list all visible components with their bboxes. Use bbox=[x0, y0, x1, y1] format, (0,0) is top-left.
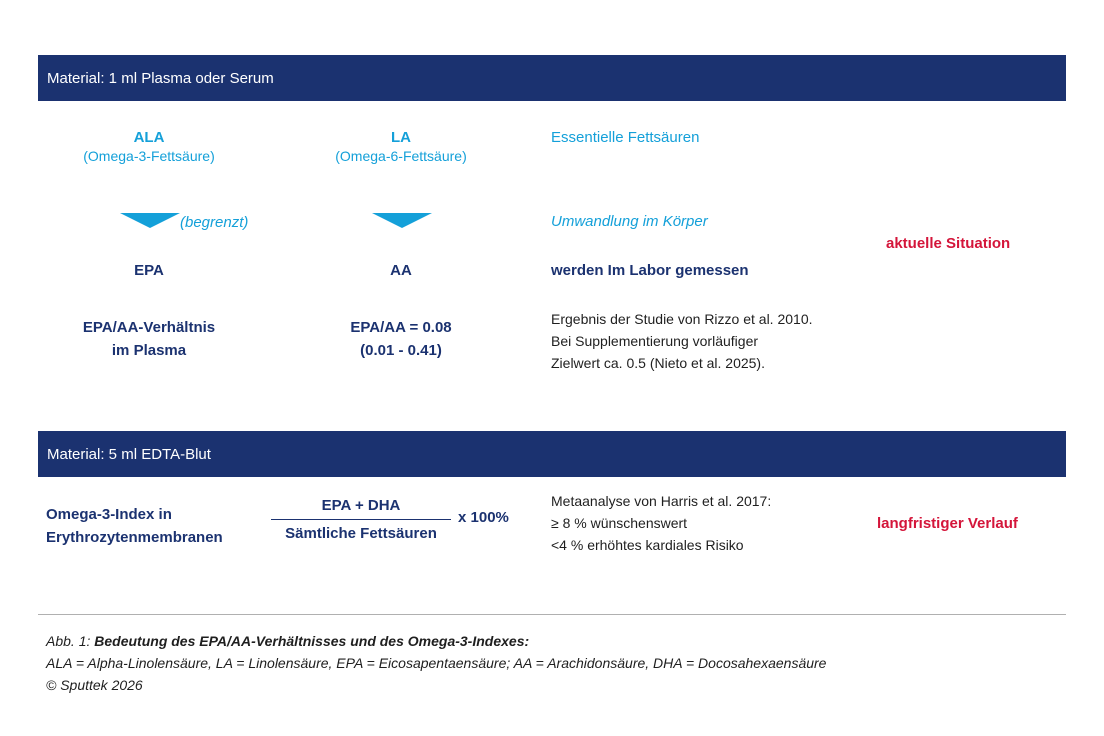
material-header-edta bbox=[38, 431, 1066, 477]
current-situation-label: aktuelle Situation bbox=[886, 235, 1011, 252]
omega3-index-line2: Erythrozytenmembranen bbox=[46, 529, 223, 546]
meta-analysis-text bbox=[551, 490, 771, 556]
fraction-numerator: EPA + DHA bbox=[321, 497, 401, 514]
figure-caption bbox=[46, 630, 826, 696]
limited-note: (begrenzt) bbox=[180, 214, 249, 231]
study-result-line: Bei Supplementierung vorläufiger bbox=[551, 333, 759, 349]
caption-title-line bbox=[46, 630, 826, 652]
ala-subtitle: (Omega-3-Fettsäure) bbox=[83, 148, 215, 164]
down-arrow-icon bbox=[120, 213, 180, 229]
conversion-label: Umwandlung im Körper bbox=[551, 213, 708, 230]
material-header-plasma bbox=[38, 55, 1066, 101]
ratio-label-line2: im Plasma bbox=[111, 342, 187, 359]
caption-abbreviations: ALA = Alpha-Linolensäure, LA = Linolensäure, EPA = Eicosapentaensäure; AA = Arachidonsäure, DHA = Docosahexaensäure bbox=[46, 655, 827, 671]
caption-title: Bedeutung des EPA/AA-Verhältnisses und des Omega-3-Indexes: bbox=[94, 633, 530, 649]
ratio-range: (0.01 - 0.41) bbox=[360, 342, 442, 359]
omega3-index-label bbox=[46, 503, 223, 549]
study-result-line: Zielwert ca. 0.5 (Nieto et al. 2025). bbox=[551, 355, 765, 371]
aa-label: AA bbox=[390, 262, 412, 279]
fraction-line bbox=[271, 519, 451, 520]
study-result-line: Ergebnis der Studie von Rizzo et al. 2010. bbox=[551, 311, 813, 327]
meta-analysis-line: <4 % erhöhtes kardiales Risiko bbox=[551, 537, 744, 553]
caption-prefix: Abb. 1: bbox=[46, 633, 95, 649]
meta-analysis-line: Metaanalyse von Harris et al. 2017: bbox=[551, 493, 772, 509]
down-arrow-icon bbox=[372, 213, 432, 229]
la-label: LA bbox=[391, 129, 411, 146]
material-header-label: Material: 1 ml Plasma oder Serum bbox=[47, 69, 274, 87]
epa-label: EPA bbox=[134, 262, 164, 279]
omega3-index-line1: Omega-3-Index in bbox=[46, 506, 172, 523]
ala-label: ALA bbox=[133, 129, 165, 146]
study-result-text bbox=[551, 308, 813, 374]
ratio-label-line1: EPA/AA-Verhältnis bbox=[82, 319, 216, 336]
ratio-value: EPA/AA = 0.08 bbox=[350, 319, 452, 336]
caption-copyright: © Sputtek 2026 bbox=[46, 677, 143, 693]
long-term-label: langfristiger Verlauf bbox=[877, 515, 1018, 532]
meta-analysis-line: ≥ 8 % wünschenswert bbox=[551, 515, 688, 531]
measured-label: werden Im Labor gemessen bbox=[551, 262, 749, 279]
fraction-denominator: Sämtliche Fettsäuren bbox=[285, 525, 437, 542]
essential-fatty-acids-label: Essentielle Fettsäuren bbox=[551, 129, 700, 146]
multiplier-label: x 100% bbox=[458, 509, 509, 526]
material-header-label: Material: 5 ml EDTA-Blut bbox=[47, 445, 211, 463]
la-subtitle: (Omega-6-Fettsäure) bbox=[335, 148, 467, 164]
caption-divider bbox=[38, 614, 1066, 615]
